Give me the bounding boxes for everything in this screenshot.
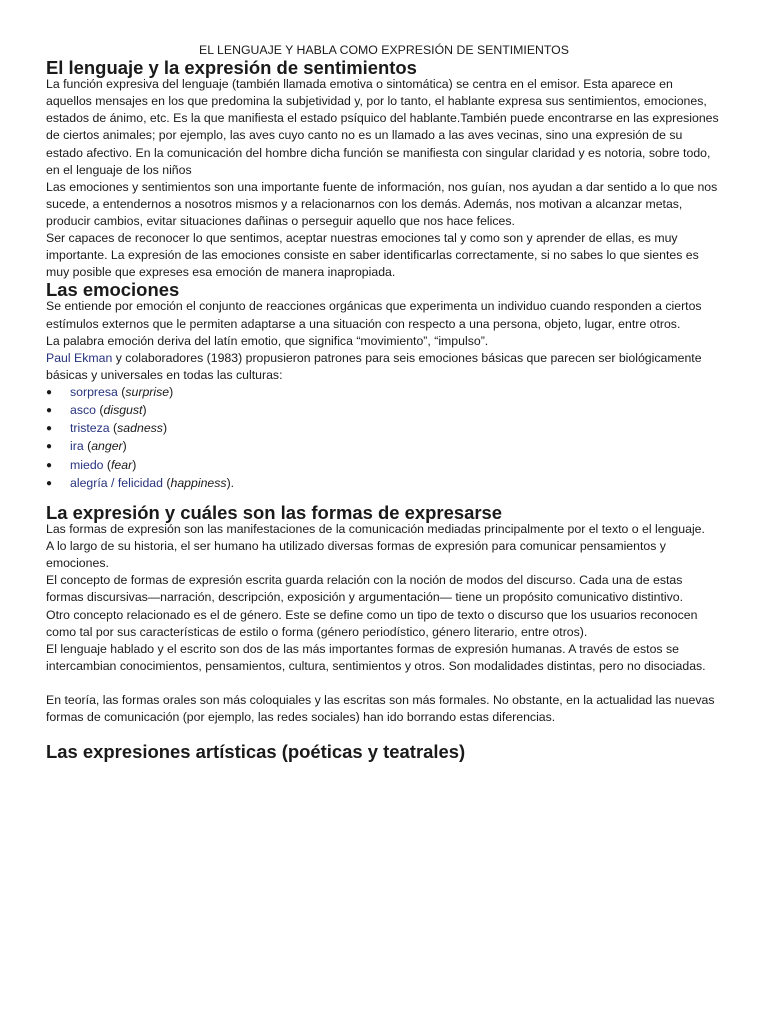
emotion-english: fear xyxy=(111,457,133,472)
paragraph: La palabra emoción deriva del latín emotio, que significa “movimiento”, “impulso”. xyxy=(46,333,489,348)
emotion-term-link[interactable]: miedo xyxy=(70,457,104,472)
paragraph: En teoría, las formas orales son más coloquiales y las escritas son más formales. No obstante, en la actualidad las nuevas formas de comunicación (por ejemplo, las redes sociales) han ido borrando estas diferencias. xyxy=(46,692,715,725)
ekman-text: y colaboradores (1983) propusieron patrones para seis emociones básicas que parecen ser biológicamente básicas y universales en todas las culturas: xyxy=(46,350,702,382)
paragraph: El concepto de formas de expresión escrita guarda relación con la noción de modos del discurso. Cada una de estas formas discursivas—narración, descripción, exposición y argumentación— tiene un propósito comunicativo distintivo. xyxy=(46,573,684,605)
emotion-suffix: ) xyxy=(142,403,147,418)
emotion-english: anger xyxy=(91,439,123,454)
paragraph: La función expresiva del lenguaje (también llamada emotiva o sintomática) se centra en el emisor. Esta aparece en aquellos mensajes en los que predomina la subjetividad y, por lo tanto, el hablante expresa sus sentimientos, emociones, estados de ánimo, etc. Es la que manifiesta el estado psíquico del hablante.También puede encontrarse en las expresiones de ciertos animales; por ejemplo, las aves cuyo canto no es un llamado a las aves vecinas, sino una expresión de su estado afectivo. En la comunicación del hombre dicha función se manifiesta con singular claridad y es notoria, sobre todo, en el lenguaje de los niños xyxy=(46,77,719,177)
emotion-term-link[interactable]: alegría / felicidad xyxy=(70,475,163,490)
emotion-suffix: ). xyxy=(226,475,235,490)
emotion-suffix: ) xyxy=(132,457,137,472)
paragraph: A lo largo de su historia, el ser humano ha utilizado diversas formas de expresión para comunicar pensamientos y emociones. xyxy=(46,539,666,571)
paragraph: Ser capaces de reconocer lo que sentimos, aceptar nuestras emociones tal y como son y aprender de ellas, es muy importante. La expresión de las emociones consiste en saber identificarlas correctamente, si no sabes lo que sientes es muy posible que expreses esa emoción de manera inapropiada. xyxy=(46,231,699,280)
emotion-english: sadness xyxy=(117,421,163,436)
emotions-list xyxy=(46,384,722,493)
emotion-term-link[interactable]: ira xyxy=(70,439,84,454)
section-heading-artisticas: Las expresiones artísticas (poéticas y teatrales) xyxy=(46,741,466,763)
emotion-suffix: ) xyxy=(169,384,174,399)
bullet-icon: ● xyxy=(46,477,53,489)
emotion-english: happiness xyxy=(170,475,227,490)
paragraph: El lenguaje hablado y el escrito son dos de las más importantes formas de expresión humanas. A través de estos se intercambian conocimientos, pensamientos, cultura, sentimientos y otros. Son modalidades distintas, pero no disociadas. xyxy=(46,641,706,673)
paul-ekman-link[interactable]: Paul Ekman xyxy=(46,350,113,365)
section-heading-expresion: La expresión y cuáles son las formas de expresarse xyxy=(46,502,503,523)
paragraph: Las emociones y sentimientos son una importante fuente de información, nos guían, nos ayudan a dar sentido a lo que nos sucede, a entendernos a nosotros mismos y a relacionarnos con los demás. Además, nos motivan a alcanzar metas, producir cambios, evitar situaciones dañinas o perseguir aquello que nos hace felices. xyxy=(46,179,718,228)
paragraph: Se entiende por emoción el conjunto de reacciones orgánicas que experimenta un individuo cuando responden a ciertos estímulos externos que le permiten adaptarse a una situación con respecto a una persona, objeto, lugar, entre otros. xyxy=(46,299,702,331)
paragraph: Otro concepto relacionado es el de género. Este se define como un tipo de texto o discurso que los usuarios reconocen como tal por sus características de estilo o forma (género periodístico, género literario, entre otros). xyxy=(46,607,698,639)
bullet-icon: ● xyxy=(46,386,53,398)
bullet-icon: ● xyxy=(46,405,53,417)
emotion-english: surprise xyxy=(125,384,170,399)
emotion-term-link[interactable]: tristeza xyxy=(70,421,110,436)
emotion-list-item: ● sorpresa (surprise) xyxy=(46,384,722,402)
emotion-list-item: ● miedo (fear) xyxy=(46,457,722,475)
emotion-list-item: ● tristeza (sadness) xyxy=(46,420,722,438)
emotion-suffix: ) xyxy=(162,421,168,436)
emotion-term-link[interactable]: sorpresa xyxy=(70,384,118,399)
emotion-list-item: ● ira (anger) xyxy=(46,438,722,456)
emotion-list-item: ● asco (disgust) xyxy=(46,402,722,420)
emotion-suffix: ) xyxy=(122,439,127,454)
bullet-icon: ● xyxy=(46,423,53,435)
paragraph: Las formas de expresión son las manifestaciones de la comunicación mediadas principalmente por el texto o el lenguaje. xyxy=(46,522,705,537)
document-title: EL LENGUAJE Y HABLA COMO EXPRESIÓN DE SENTIMIENTOS xyxy=(199,43,569,57)
paragraph-ekman xyxy=(46,350,722,384)
emotion-english: disgust xyxy=(103,403,143,418)
emotion-term-link[interactable]: asco xyxy=(70,403,96,418)
bullet-icon: ● xyxy=(46,441,53,453)
section-heading-emociones: Las emociones xyxy=(46,279,180,301)
emotion-list-item: ● alegría / felicidad (happiness). xyxy=(46,475,722,493)
bullet-icon: ● xyxy=(46,459,53,471)
section-heading-lenguaje: El lenguaje y la expresión de sentimientos xyxy=(46,57,417,79)
